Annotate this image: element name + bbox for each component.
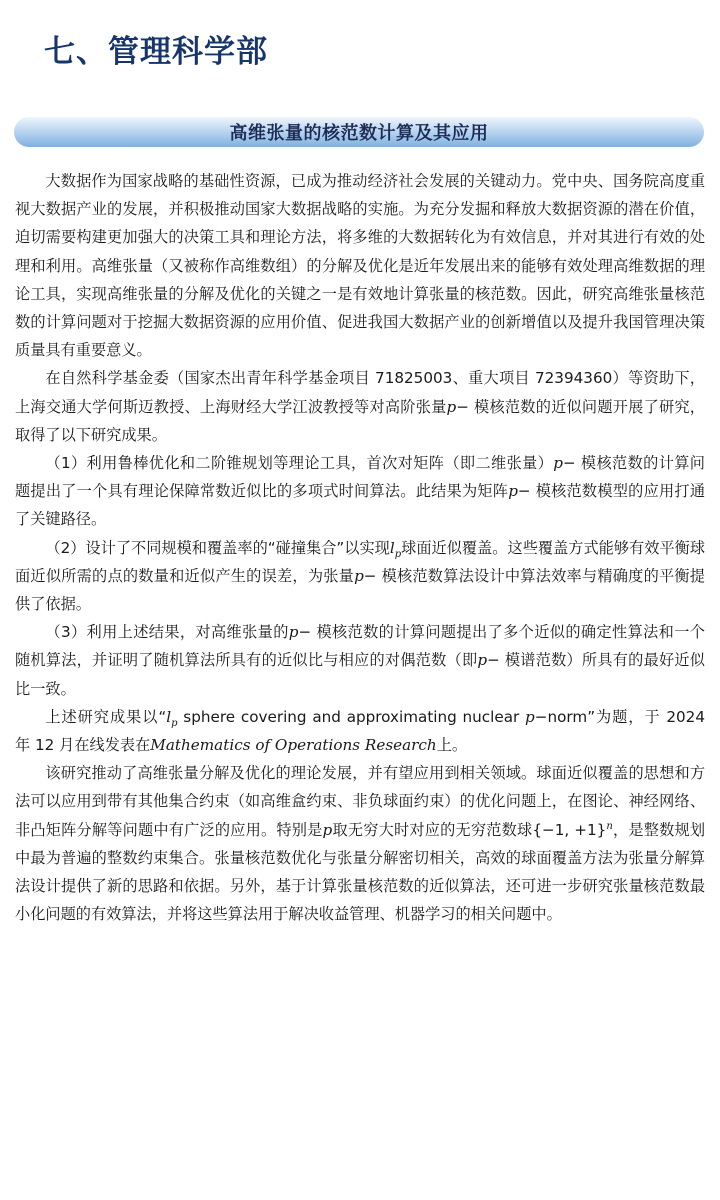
paragraph-6: 上述研究成果以“$l_p$ sphere covering and approximating nuclear p−norm”为题，于 2024 年 12 月在线发表在Mathematics of Operations Research上。 [15, 707, 706, 755]
paragraph-7: 该研究推动了高维张量分解及优化的理论发展，并有望应用到相关领域。球面近似覆盖的思想和方法可以应用到带有其他集合约束（如高维盒约束、非负球面约束）的优化问题上，在图论、神经网络、非凸矩阵分解等问题中有广泛的应用。特别是p取无穷大时对应的无穷范数球{−1, +1}$^n$，是整数规划中最为普遍的整数约束集合。张量核范数优化与张量分解密切相关，高效的球面覆盖方法为张量分解算法设计提供了新的思路和依据。另外，基于计算张量核范数的近似算法，还可进一步研究张量核范数最小化问题的有效算法，并将这些算法用于解决收益管理、机器学习的相关问题中。 [15, 764, 706, 924]
article-title: 高维张量的核范数计算及其应用 [229, 123, 489, 144]
paragraph-2: 在自然科学基金委（国家杰出青年科学基金项目 71825003、重大项目 72394360）等资助下，上海交通大学何斯迈教授、上海财经大学江波教授等对高阶张量p− 模核范数的近似问题开展了研究，取得了以下研究成果。 [15, 369, 705, 444]
paragraph-3: （1）利用鲁棒优化和二阶锥规划等理论工具，首次对矩阵（即二维张量）p− 模核范数的计算问题提出了一个具有理论保障常数近似比的多项式时间算法。此结果为矩阵p− 模核范数模型的应用打通了关键路径。 [15, 454, 706, 529]
article-title-banner [14, 117, 704, 147]
paragraph-1: 大数据作为国家战略的基础性资源，已成为推动经济社会发展的关键动力。党中央、国务院高度重视大数据产业的发展，并积极推动国家大数据战略的实施。为充分发掘和释放大数据资源的潜在价值，迫切需要构建更加强大的决策工具和理论方法，将多维的大数据转化为有效信息，并对其进行有效的处理和利用。高维张量（又被称作高维数组）的分解及优化是近年发展出来的能够有效处理高维数据的理论工具，实现高维张量的分解及优化的关键之一是有效地计算张量的核范数。因此，研究高维张量核范数的计算问题对于挖掘大数据资源的应用价值、促进我国大数据产业的创新增值以及提升我国管理决策质量具有重要意义。 [15, 172, 705, 360]
paragraph-4: （2）设计了不同规模和覆盖率的“碰撞集合”以实现$l_p$球面近似覆盖。这些覆盖方式能够有效平衡球面近似所需的点的数量和近似产生的误差，为张量p− 模核范数算法设计中算法效率与精确度的平衡提供了依据。 [15, 538, 706, 614]
section-title: 七、管理科学部 [44, 34, 268, 70]
paragraph-5: （3）利用上述结果，对高维张量的p− 模核范数的计算问题提出了多个近似的确定性算法和一个随机算法，并证明了随机算法所具有的近似比与相应的对偶范数（即p− 模谱范数）所具有的最好近似比一致。 [15, 623, 705, 698]
article-body [15, 167, 705, 928]
journal-name: Mathematics of Operations Research [150, 736, 437, 755]
